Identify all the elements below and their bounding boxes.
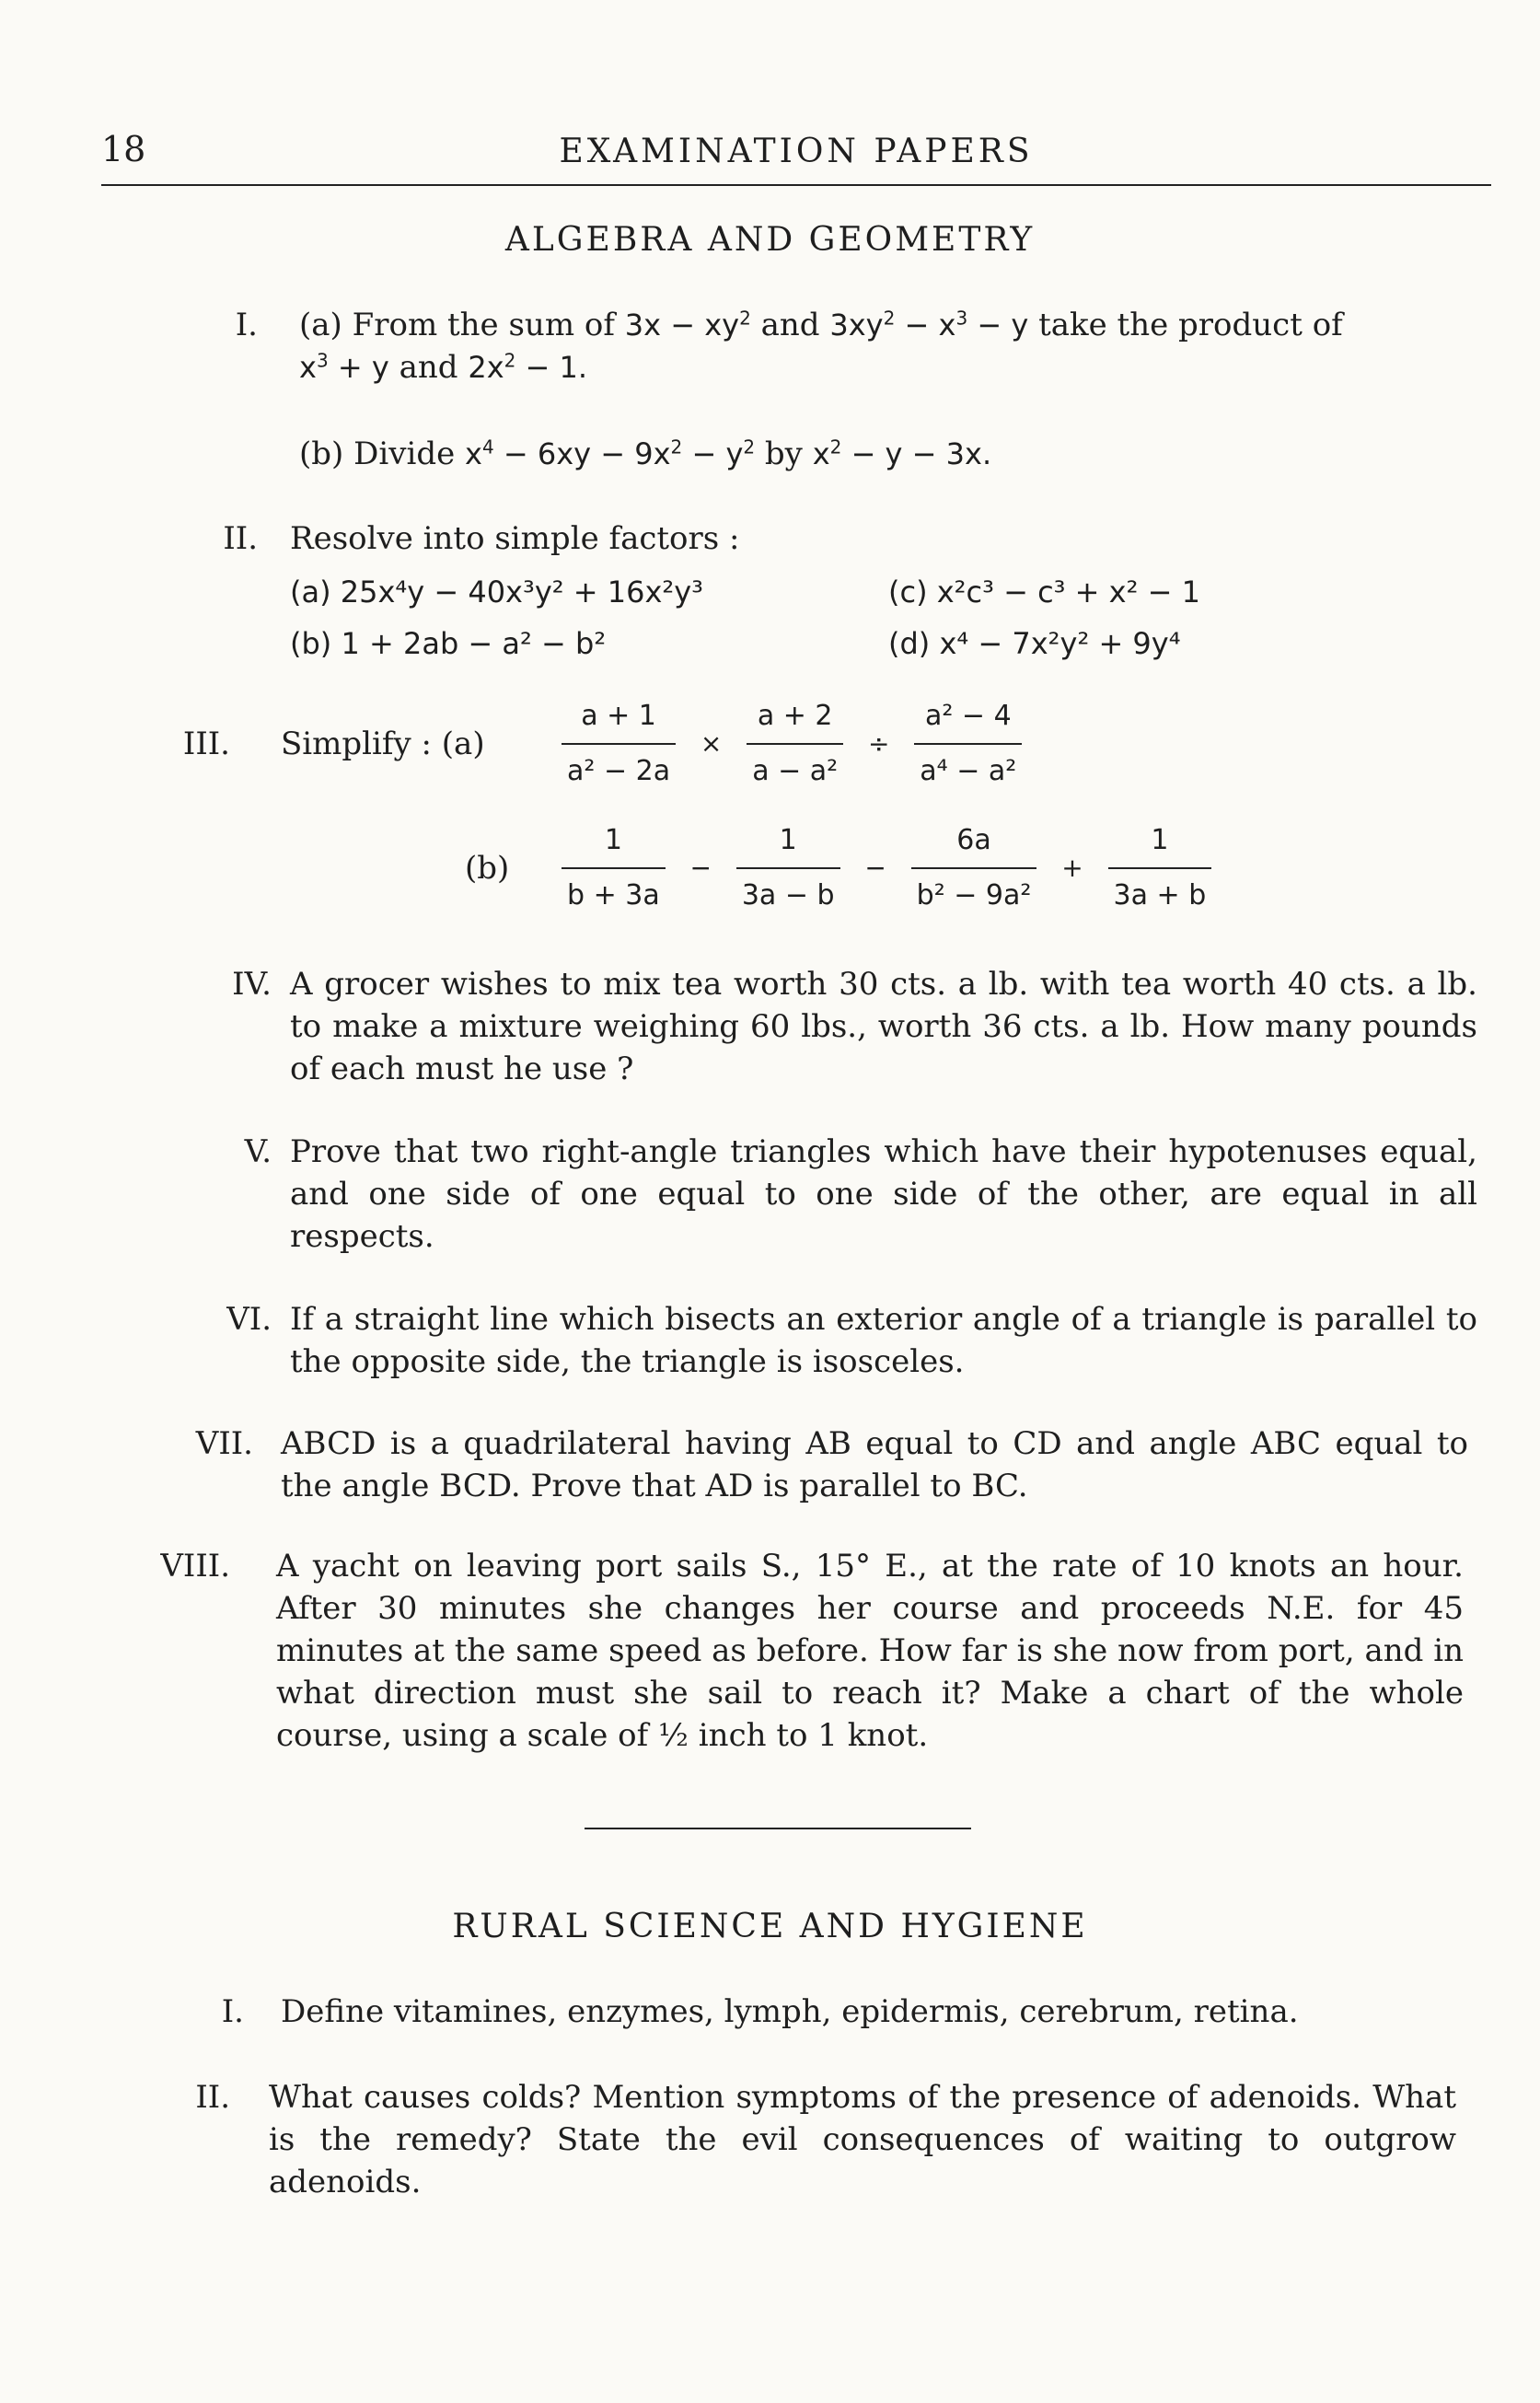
question-number: VII. <box>195 1425 253 1462</box>
question-number: VI. <box>226 1301 272 1338</box>
section-divider <box>585 1828 971 1829</box>
question-number: VIII. <box>160 1548 230 1585</box>
question-2b: (b) 1 + 2ab − a² − b² <box>290 626 607 661</box>
question-number: I. <box>235 307 258 343</box>
question-2a: (a) 25x⁴y − 40x³y² + 16x²y³ <box>290 575 703 609</box>
page-number: 18 <box>101 129 146 169</box>
question-number: I. <box>221 1993 244 2030</box>
question-8: A yacht on leaving port sails S., 15° E., at the rate of 10 knots an hour. After 30 minutes she changes her course and proceeds N.E. for 45 minutes at the same speed as before. How far is she now from port, and in what direction must she sail to reach it? Make a chart of the whole course, using a scale of ½ inch to 1 knot. <box>276 1548 1464 1754</box>
rural-question-1: Define vitamines, enzymes, lymph, epidermis, cerebrum, retina. <box>281 1993 1299 2030</box>
page-header <box>101 129 1491 186</box>
running-head: EXAMINATION PAPERS <box>559 133 1034 170</box>
question-number: II. <box>195 2079 230 2116</box>
question-3a-expression: $\frac{a + 1}{\text{a² − 2a}}$ × $\frac{a + 2}{\text{a − a²}}$ ÷ $\frac{\text{a² − 4}}{\text{a⁴ − a²}}$ <box>552 695 1031 793</box>
section-title-algebra: ALGEBRA AND GEOMETRY <box>504 221 1036 259</box>
question-1b: (b) Divide $x^4 - 6xy - 9x^2 - y^2$ by $x^2 - y - 3x$. <box>299 435 992 472</box>
question-3-text: Simplify : (a) <box>281 726 485 762</box>
question-number: V. <box>244 1133 272 1170</box>
question-2-text: Resolve into simple factors : <box>290 520 740 557</box>
question-7: ABCD is a quadrilateral having AB equal to CD and angle ABC equal to the angle BCD. Prove that AD is parallel to BC. <box>281 1425 1468 1504</box>
question-number: III. <box>182 726 230 762</box>
question-1a: (a) From the sum of $3x - xy^2$ and $3xy^2 - x^3 - y$ take the product of $x^3 + y$ and $2x^2 - 1$. <box>299 307 1343 386</box>
question-2c: (c) x²c³ − c³ + x² − 1 <box>888 575 1200 609</box>
question-6: If a straight line which bisects an exterior angle of a triangle is parallel to the opposite side, the triangle is isosceles. <box>290 1301 1477 1380</box>
question-3b-expression: $\frac{1}{b + 3a}$ − $\frac{1}{3a - b}$ − $\frac{6a}{\text{b² − 9a²}}$ + $\frac{1}{3a + b}$ <box>552 819 1221 917</box>
question-5: Prove that two right-angle triangles which have their hypotenuses equal, and one side of one equal to one side of the other, are equal in all respects. <box>290 1133 1477 1255</box>
question-3b-label: (b) <box>465 850 510 887</box>
question-number: II. <box>223 520 258 557</box>
question-4: A grocer wishes to mix tea worth 30 cts. a lb. with tea worth 40 cts. a lb. to make a mixture weighing 60 lbs., worth 36 cts. a lb. How many pounds of each must he use ? <box>290 966 1477 1087</box>
question-2d: (d) x⁴ − 7x²y² + 9y⁴ <box>888 626 1181 661</box>
question-number: IV. <box>232 966 272 1003</box>
section-title-rural: RURAL SCIENCE AND HYGIENE <box>452 1908 1088 1945</box>
rural-question-2: What causes colds? Mention symptoms of the presence of adenoids. What is the remedy? State the evil consequences of waiting to outgrow adenoids. <box>269 2079 1456 2200</box>
